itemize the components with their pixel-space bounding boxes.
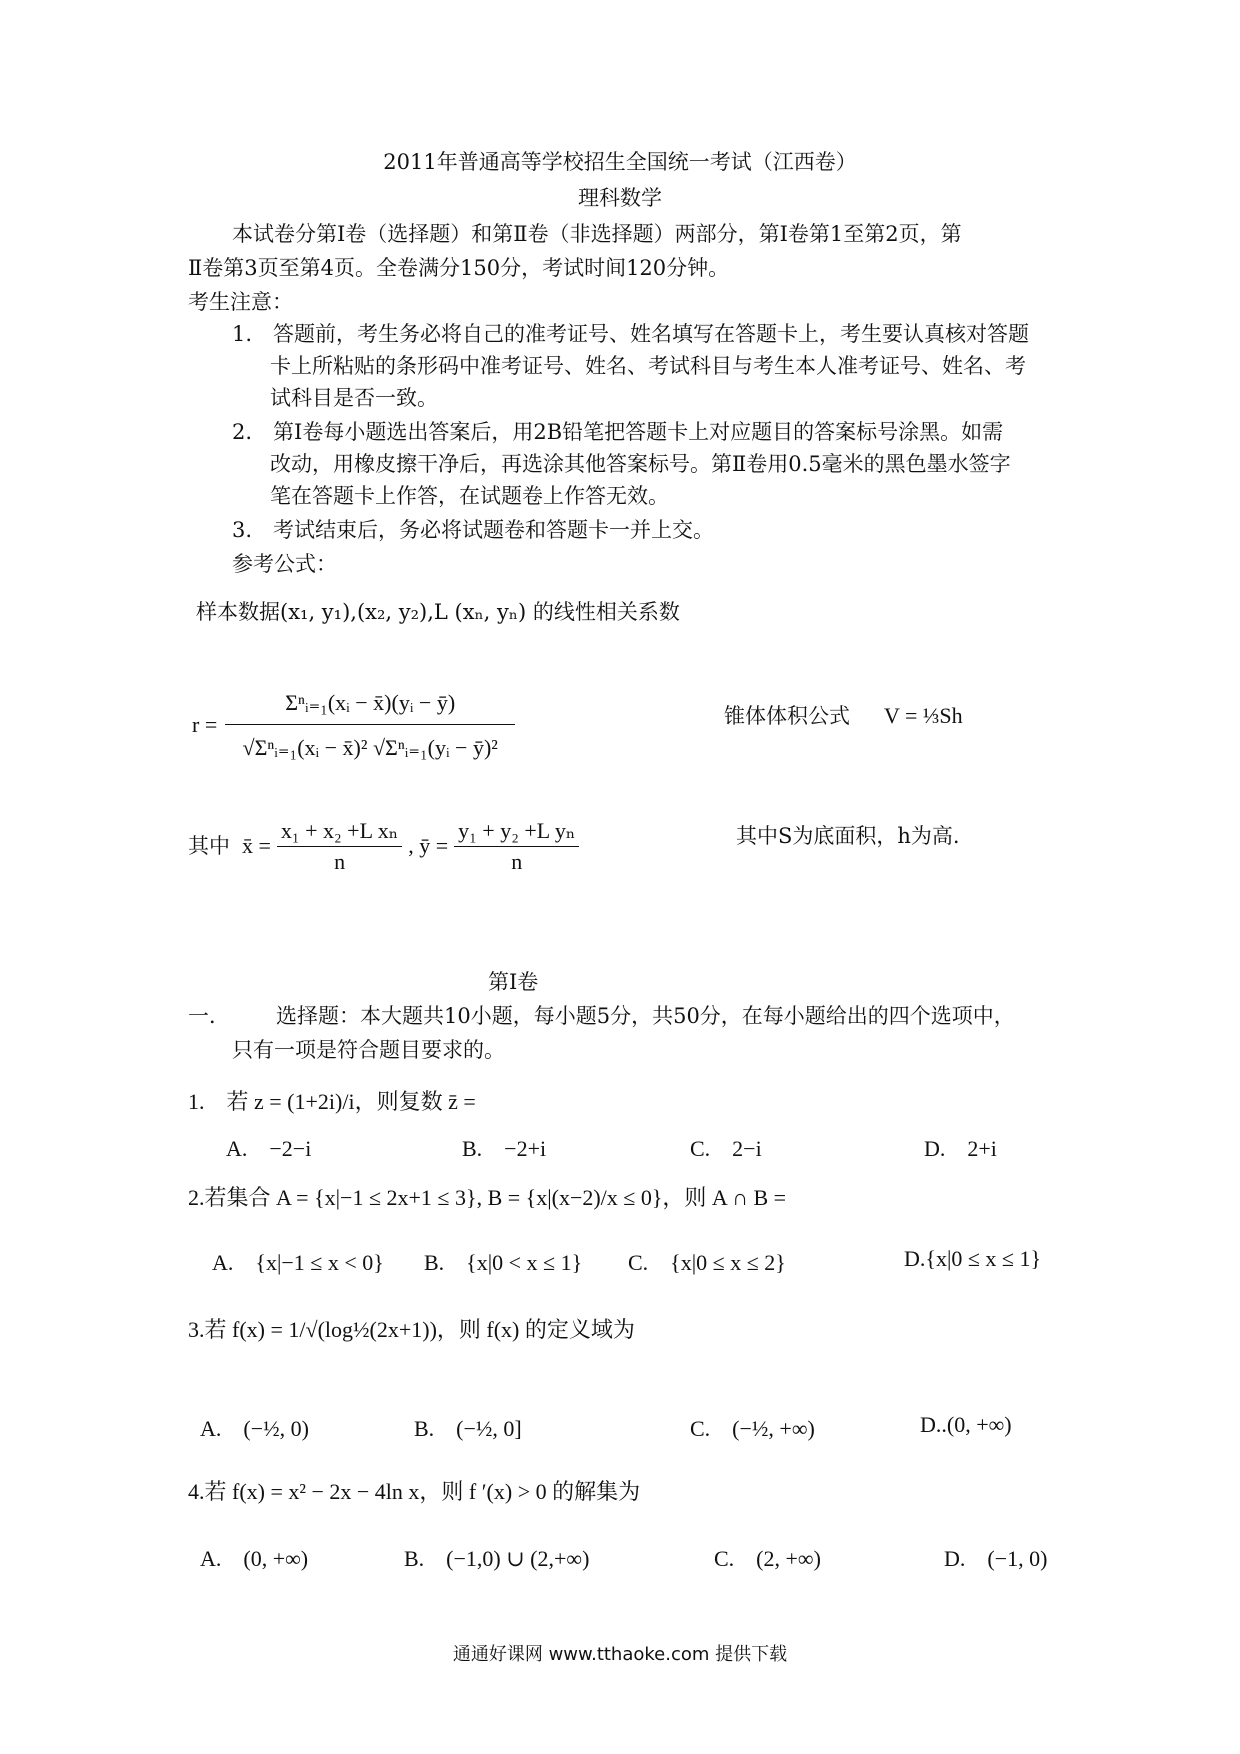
q4-option-c: C. (2, +∞) — [714, 1546, 821, 1571]
reference-label: 参考公式： — [232, 552, 337, 576]
xbar-lhs: x̄ = — [242, 833, 271, 858]
xbar-denominator: n — [334, 848, 346, 874]
part1-title: 第Ⅰ卷 — [488, 970, 539, 994]
footer-credit: 通通好课网 www.tthaoke.com 提供下载 — [452, 1644, 788, 1665]
q3-option-a: A. (−½, 0) — [200, 1416, 309, 1441]
r-numerator: Σⁿᵢ₌₁(xᵢ − x̄)(yᵢ − ȳ) — [225, 688, 515, 725]
q2-option-c: C. {x|0 ≤ x ≤ 2} — [628, 1250, 786, 1275]
r-fraction — [225, 688, 515, 763]
q4-option-d: D. (−1, 0) — [944, 1546, 1048, 1571]
question-2-stem: 2.若集合 A = {x|−1 ≤ 2x+1 ≤ 3}, B = {x|(x−2)/x ≤ 0}，则 A ∩ B = — [188, 1185, 787, 1210]
q4-option-b: B. (−1,0) ∪ (2,+∞) — [404, 1546, 590, 1571]
cone-note: 其中S为底面积，h为高. — [736, 824, 960, 848]
ybar-lhs: , ȳ = — [408, 833, 449, 858]
question-3-stem: 3.若 f(x) = 1/√(log½(2x+1))，则 f(x) 的定义域为 — [188, 1317, 635, 1342]
note-2-line-3: 笔在答题卡上作答，在试题卷上作答无效。 — [270, 484, 669, 508]
note-2-line-2: 改动，用橡皮擦干净后，再选涂其他答案标号。第Ⅱ卷用0.5毫米的黑色墨水签字 — [270, 452, 1011, 476]
note-3-line-1: 3. 考试结束后，务必将试题卷和答题卡一并上交。 — [232, 518, 715, 542]
q1-option-c: C. 2−i — [690, 1136, 762, 1161]
correlation-formula — [192, 660, 515, 790]
intro-line-1: 本试卷分第Ⅰ卷（选择题）和第Ⅱ卷（非选择题）两部分，第Ⅰ卷第1至第2页，第 — [232, 222, 962, 246]
ybar-fraction — [454, 816, 579, 877]
note-2-line-1: 2. 第Ⅰ卷每小题选出答案后，用2B铅笔把答题卡上对应题目的答案标号涂黑。如需 — [232, 420, 1004, 444]
section-text-2: 只有一项是符合题目要求的。 — [232, 1038, 505, 1062]
sample-data-line: 样本数据(x₁, y₁),(x₂, y₂),L (xₙ, yₙ) 的线性相关系数 — [196, 600, 680, 624]
cone-volume-formula: V = ⅓Sh — [884, 703, 963, 728]
q3-option-c: C. (−½, +∞) — [690, 1416, 815, 1441]
note-1-line-2: 卡上所粘贴的条形码中准考证号、姓名、考试科目与考生本人准考证号、姓名、考 — [270, 354, 1026, 378]
q2-option-b: B. {x|0 < x ≤ 1} — [424, 1250, 583, 1275]
q3-option-b: B. (−½, 0] — [414, 1416, 522, 1441]
exam-subtitle: 理科数学 — [578, 186, 662, 210]
cone-volume-label: 锥体体积公式 — [724, 704, 850, 728]
section-number: 一． — [188, 1004, 230, 1028]
xbar-numerator: x₁ + x₂ +L xₙ — [277, 816, 402, 847]
question-1-stem: 1. 若 z = (1+2i)/i，则复数 z̄ = — [188, 1089, 476, 1114]
ybar-numerator: y₁ + y₂ +L yₙ — [454, 816, 579, 847]
note-1-line-1: 1. 答题前，考生务必将自己的准考证号、姓名填写在答题卡上，考生要认真核对答题 — [232, 322, 1030, 346]
exam-title: 2011年普通高等学校招生全国统一考试（江西卷） — [383, 150, 857, 174]
q2-option-d: D.{x|0 ≤ x ≤ 1} — [904, 1246, 1042, 1271]
q1-option-a: A. −2−i — [226, 1136, 312, 1161]
intro-line-2: Ⅱ卷第3页至第4页。全卷满分150分，考试时间120分钟。 — [188, 256, 730, 280]
question-4-stem: 4.若 f(x) = x² − 2x − 4ln x，则 f ′(x) > 0 的解集为 — [188, 1479, 641, 1504]
r-denominator: √Σⁿᵢ₌₁(xᵢ − x̄)² √Σⁿᵢ₌₁(yᵢ − ȳ)² — [242, 734, 498, 760]
mean-prefix: 其中 — [188, 834, 230, 858]
q1-option-b: B. −2+i — [462, 1136, 547, 1161]
q1-option-d: D. 2+i — [924, 1136, 997, 1161]
xbar-fraction — [277, 816, 402, 877]
q3-option-d: D..(0, +∞) — [920, 1412, 1012, 1437]
q4-option-a: A. (0, +∞) — [200, 1546, 309, 1571]
mean-formula — [188, 808, 579, 884]
notice-label: 考生注意： — [188, 290, 293, 314]
note-1-line-3: 试科目是否一致。 — [270, 386, 438, 410]
r-lhs: r = — [192, 712, 218, 737]
q2-option-a: A. {x|−1 ≤ x < 0} — [212, 1250, 384, 1275]
ybar-denominator: n — [511, 848, 523, 874]
section-text-1: 选择题：本大题共10小题，每小题5分，共50分，在每小题给出的四个选项中， — [276, 1004, 1015, 1028]
